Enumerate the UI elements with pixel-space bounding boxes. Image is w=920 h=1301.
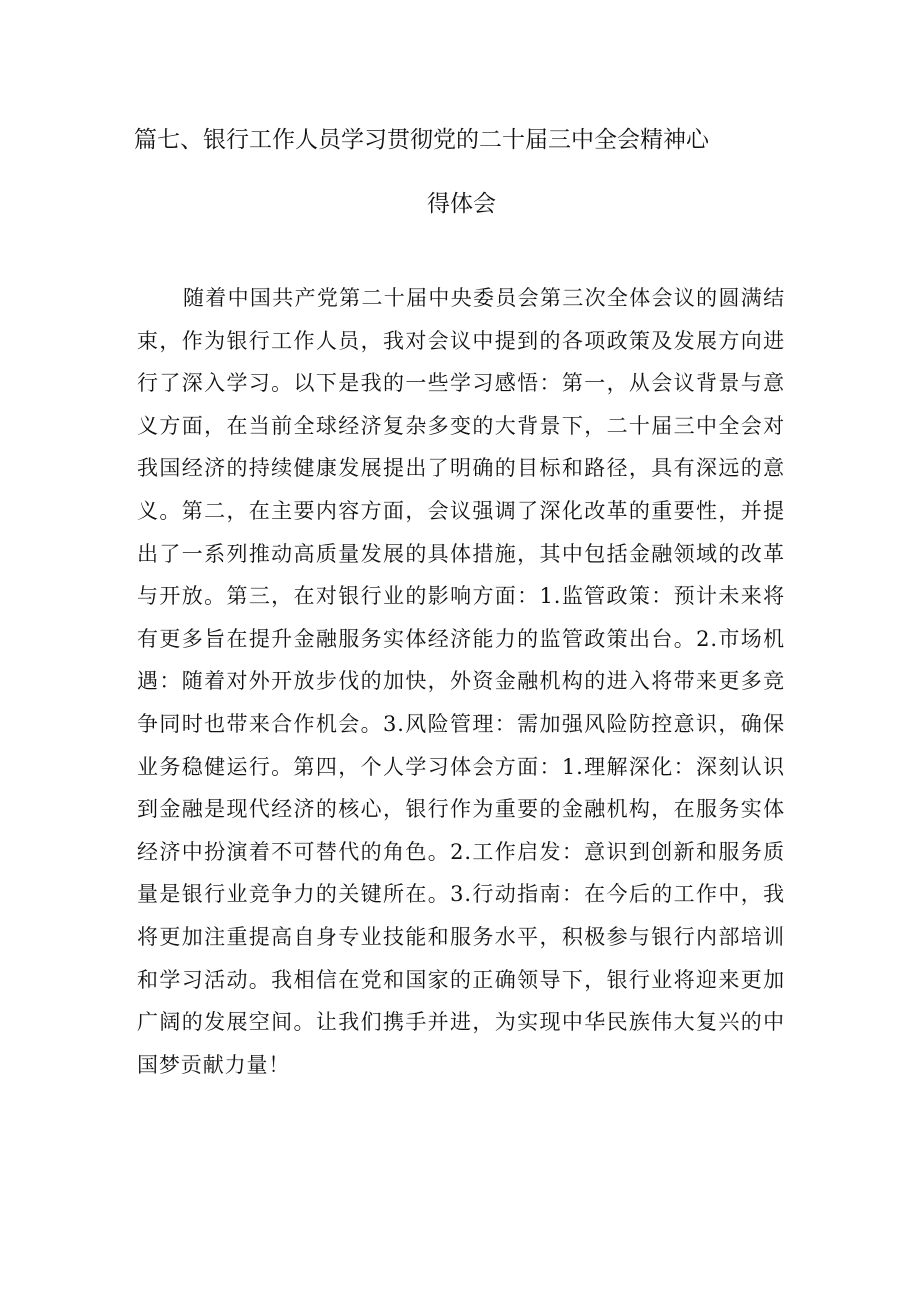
page-title <box>134 108 794 236</box>
title-line-2: 得体会 <box>427 191 496 217</box>
body-paragraph: 随着中国共产党第二十届中央委员会第三次全体会议的圆满结束，作为银行工作人员，我对会议中提到的各项政策及发展方向进行了深入学习。以下是我的一些学习感悟：第一，从会议背景与意义方面，在当前全球经济复杂多变的大背景下，二十届三中全会对我国经济的持续健康发展提出了明确的目标和路径，具有深远的意义。第二，在主要内容方面，会议强调了深化改革的重要性，并提出了一系列推动高质量发展的具体措施，其中包括金融领域的改革与开放。第三，在对银行业的影响方面：1.监管政策：预计未来将有更多旨在提升金融服务实体经济能力的监管政策出台。2.市场机遇：随着对外开放步伐的加快，外资金融机构的进入将带来更多竞争同时也带来合作机会。3.风险管理：需加强风险防控意识，确保业务稳健运行。第四，个人学习体会方面：1.理解深化：深刻认识到金融是现代经济的核心，银行作为重要的金融机构，在服务实体经济中扮演着不可替代的角色。2.工作启发：意识到创新和服务质量是银行业竞争力的关键所在。3.行动指南：在今后的工作中，我将更加注重提高自身专业技能和服务水平，积极参与银行内部培训和学习活动。我相信在党和国家的正确领导下，银行业将迎来更加广阔的发展空间。让我们携手并进，为实现中华民族伟大复兴的中国梦贡献力量！ <box>137 286 785 1077</box>
title-line-1: 篇七、银行工作人员学习贯彻党的二十届三中全会精神心 <box>134 127 709 153</box>
